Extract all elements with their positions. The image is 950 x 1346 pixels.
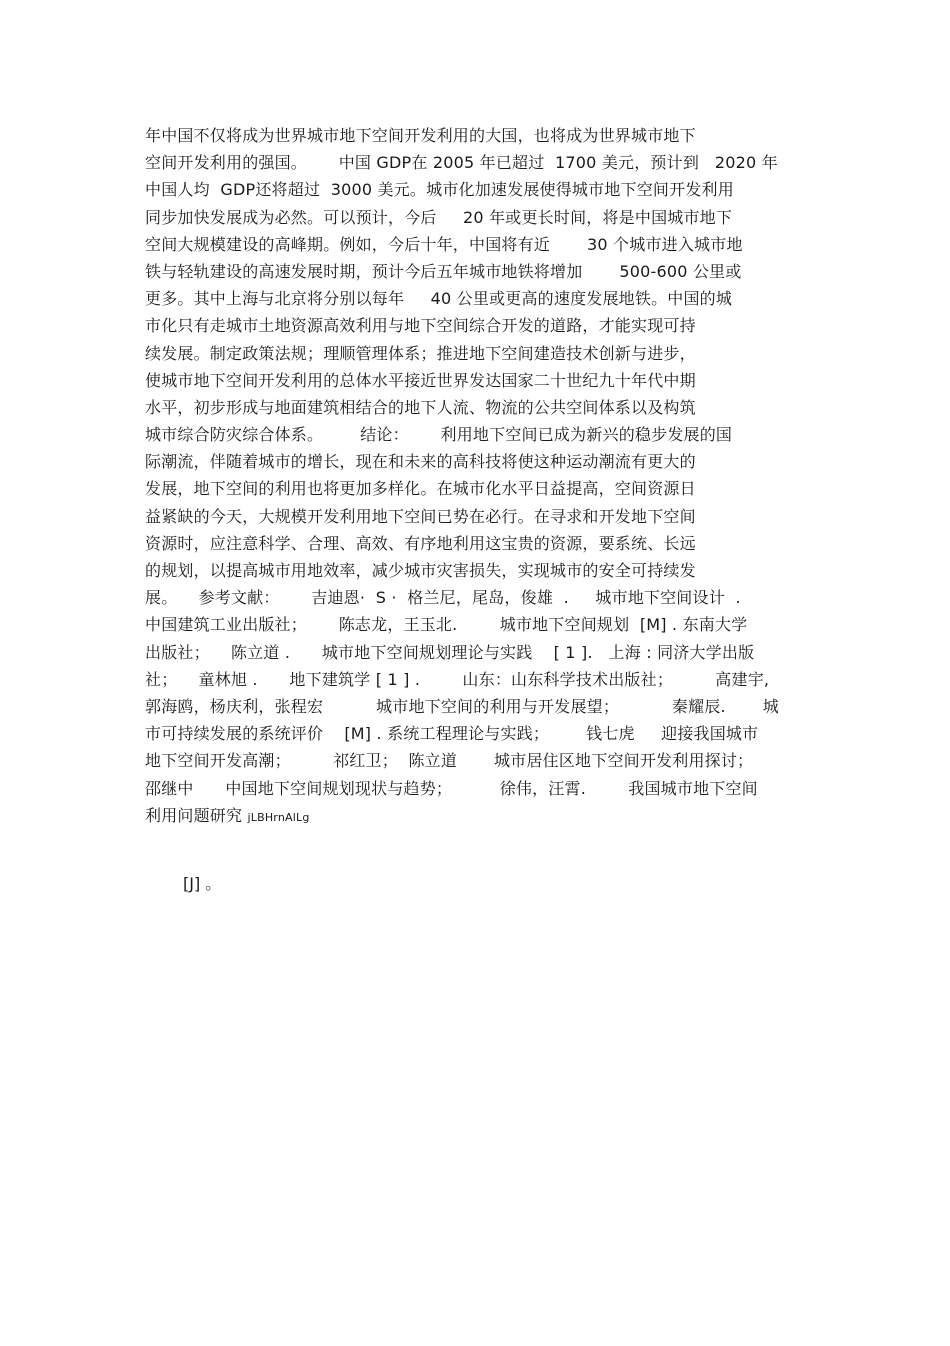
references-line: 社； 童林旭 . 地下建筑学 [ 1 ] . 山东：山东科学技术出版社； 高建宇, — [145, 669, 770, 689]
text-line: 使城市地下空间开发利用的总体水平接近世界发达国家二十世纪九十年代中期 — [145, 370, 696, 390]
text-line: 发展，地下空间的利用也将更加多样化。在城市化水平日益提高，空间资源日 — [145, 479, 696, 499]
text-line: 空间开发利用的强国。 中国 GDP在 2005 年已超过 1700 美元，预计到 2020 年 — [145, 153, 778, 173]
text-line: 空间大规模建设的高峰期。例如，今后十年，中国将有近 30 个城市进入城市地 — [145, 234, 743, 254]
text-line: 市化只有走城市土地资源高效利用与地下空间综合开发的道路，才能实现可持 — [145, 316, 696, 336]
references-line: 出版社； 陈立道 . 城市地下空间规划理论与实践 [ 1 ]. 上海 : 同济大学出版 — [145, 642, 755, 662]
citation-marker: [J] 。 — [183, 874, 222, 893]
references-line: 中国建筑工业出版社； 陈志龙，王玉北. 城市地下空间规划 [M] . 东南大学 — [145, 615, 748, 635]
watermark-code: jLBHrnAlLg — [247, 810, 310, 824]
references-line: 展。 参考文献： 吉迪恩· S · 格兰尼，尾岛，俊雄 . 城市地下空间设计 . — [145, 588, 741, 608]
text-line: 年中国不仅将成为世界城市地下空间开发利用的大国，也将成为世界城市地下 — [145, 126, 696, 145]
text-line: 水平，初步形成与地面建筑相结合的地下人流、物流的公共空间体系以及构筑 — [145, 397, 696, 417]
text-line: 铁与轻轨建设的高速发展时期，预计今后五年城市地铁将增加 500-600 公里或 — [145, 261, 742, 281]
text-line: 中国人均 GDP还将超过 3000 美元。城市化加速发展使得城市地下空间开发利用 — [145, 180, 734, 200]
references-last-text: 利用问题研究 — [145, 805, 248, 825]
body-text — [145, 122, 825, 829]
references-line: 邵继中 中国地下空间规划现状与趋势； 徐伟，汪霄. 我国城市地下空间 — [145, 778, 758, 798]
references-line: 地下空间开发高潮； 祁红卫； 陈立道 城市居住区地下空间开发利用探讨； — [145, 751, 754, 771]
references-line: 市可持续发展的系统评价 [M] . 系统工程理论与实践； 钱七虎 迎接我国城市 — [145, 724, 759, 744]
text-line: 同步加快发展成为必然。可以预计，今后 20 年或更长时间，将是中国城市地下 — [145, 207, 733, 227]
text-line: 际潮流，伴随着城市的增长，现在和未来的高科技将使这种运动潮流有更大的 — [145, 452, 696, 472]
text-line: 城市综合防灾综合体系。 结论： 利用地下空间已成为新兴的稳步发展的国 — [145, 425, 733, 445]
references-line: 郭海鸥，杨庆利，张程宏 城市地下空间的利用与开发展望； 秦耀辰. 城 — [145, 696, 780, 716]
text-line: 续发展。制定政策法规；理顺管理体系；推进地下空间建造技术创新与进步， — [145, 343, 696, 363]
references-last-line — [145, 802, 825, 829]
text-line: 资源时，应注意科学、合理、高效、有序地利用这宝贵的资源，要系统、长远 — [145, 533, 696, 553]
text-line: 的规划，以提高城市用地效率，减少城市灾害损失，实现城市的安全可持续发 — [145, 561, 696, 580]
text-line: 益紧缺的今天，大规模开发利用地下空间已势在必行。在寻求和开发地下空间 — [145, 506, 696, 526]
text-line: 更多。其中上海与北京将分别以每年 40 公里或更高的速度发展地铁。中国的城 — [145, 289, 733, 309]
